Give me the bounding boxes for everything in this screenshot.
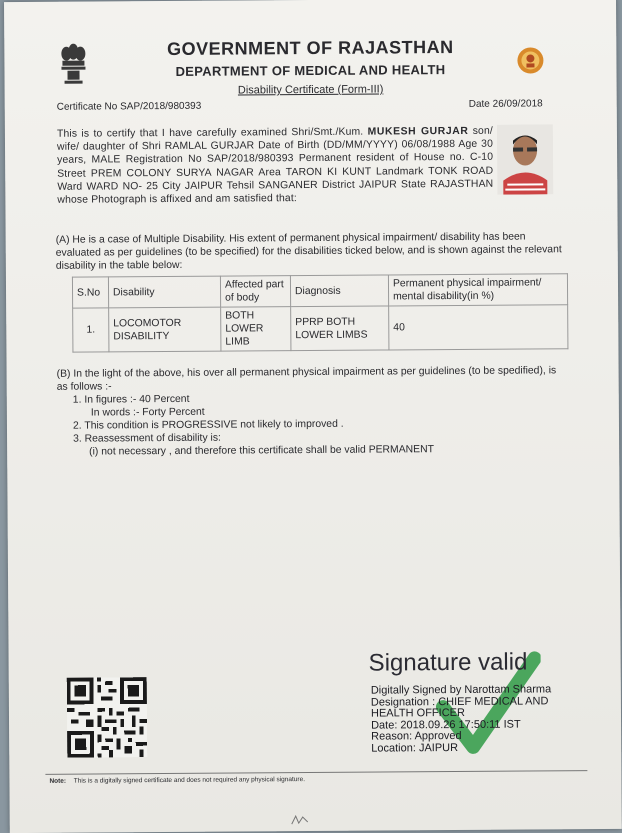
header-impairment: Permanent physical impairment/ mental disability(in %) [388, 274, 567, 306]
certificate-number: Certificate No SAP/2018/980393 [56, 100, 202, 113]
certification-paragraph [57, 125, 494, 207]
intro-text: This is to certify that I have carefully examined Shri/Smt./Kum. [56, 126, 364, 140]
signed-by: Digitally Signed by Narottam Sharma [370, 683, 552, 697]
header-diagnosis: Diagnosis [290, 275, 388, 307]
impairment-in-figures: 1. In figures :- 40 Percent [72, 393, 190, 406]
patient-photo [497, 124, 553, 194]
signature-date: Date: 2018.09.26 17:50:11 IST [371, 718, 521, 732]
patient-details: son/ wife/ daughter of Shri RAMLAL GURJAR Date of Birth (DD/MM/YYYY) 06/08/1988 Age 30 years, MALE Registration No SAP/2018/980393 Permanent resident of House no. C-10 Street PREM COLONY SURYA NAGAR Area TARON KI KUNT Landmark TONK ROAD Ward WARD NO- 25 City JAIPUR Tehsil SANGANER District JAIPUR State RAJASTHAN whose Photograph is affixed and am satisfied that: [56, 125, 494, 206]
header-sno: S.No [72, 277, 108, 308]
signer-designation: Designation : CHIEF MEDICAL AND [370, 694, 549, 709]
cell-sno: 1. [73, 308, 109, 352]
form-title: Disability Certificate (Form-III) [237, 83, 384, 97]
section-b-intro: (B) In the light of the above, his over all permanent physical impairment as per guidelines (to be spedified), is as follows :- [56, 365, 557, 393]
digital-signature-details [371, 684, 552, 754]
cell-diagnosis: PPRP BOTH LOWER LIMBS [291, 306, 389, 351]
impairment-in-words: In words :- Forty Percent [90, 406, 205, 419]
note-label: Note: [49, 777, 67, 785]
signature-reason: Reason: Approved [371, 729, 462, 743]
section-b [57, 364, 570, 459]
reassessment-statement: 3. Reassessment of disability is: [73, 432, 221, 445]
certificate-date: Date 26/09/2018 [468, 98, 543, 110]
signature-status: Signature valid [368, 648, 528, 677]
patient-name: MUKESH GURJAR [367, 125, 469, 138]
cell-affected-part: BOTH LOWER LIMB [221, 307, 291, 351]
signer-designation-cont: HEALTH OFFICER [370, 706, 465, 720]
section-a-text: (A) He is a case of Multiple Disability. His extent of permanent physical impairment/ disability has been evaluated as per guidelines (to be specified) for the disabilities ticked below, and is shown against the relevant disability in the table below: [55, 231, 562, 272]
certificate-paper [4, 0, 622, 833]
cell-impairment: 40 [389, 305, 568, 350]
signature-location: Location: JAIPUR [371, 741, 459, 755]
qr-code-icon [67, 677, 148, 758]
cell-disability: LOCOMOTOR DISABILITY [109, 307, 221, 352]
header-affected-part: Affected part of body [220, 276, 290, 307]
table-row [73, 305, 568, 352]
validity-statement: (i) not necessary , and therefore this certificate shall be valid PERMANENT [89, 444, 434, 458]
table-header-row [72, 274, 567, 308]
condition-statement: 2. This condition is PROGRESSIVE not likely to improved . [72, 418, 344, 432]
note-text: This is a digitally signed certificate and does not required any physical signature. [73, 776, 306, 785]
header-disability: Disability [108, 276, 220, 308]
footer-note [49, 776, 305, 785]
government-title: GOVERNMENT OF RAJASTHAN [167, 36, 454, 59]
pen-mark-icon [290, 814, 310, 826]
disability-table [72, 273, 569, 352]
department-title: DEPARTMENT OF MEDICAL AND HEALTH [175, 62, 446, 79]
footer-divider [45, 770, 587, 775]
